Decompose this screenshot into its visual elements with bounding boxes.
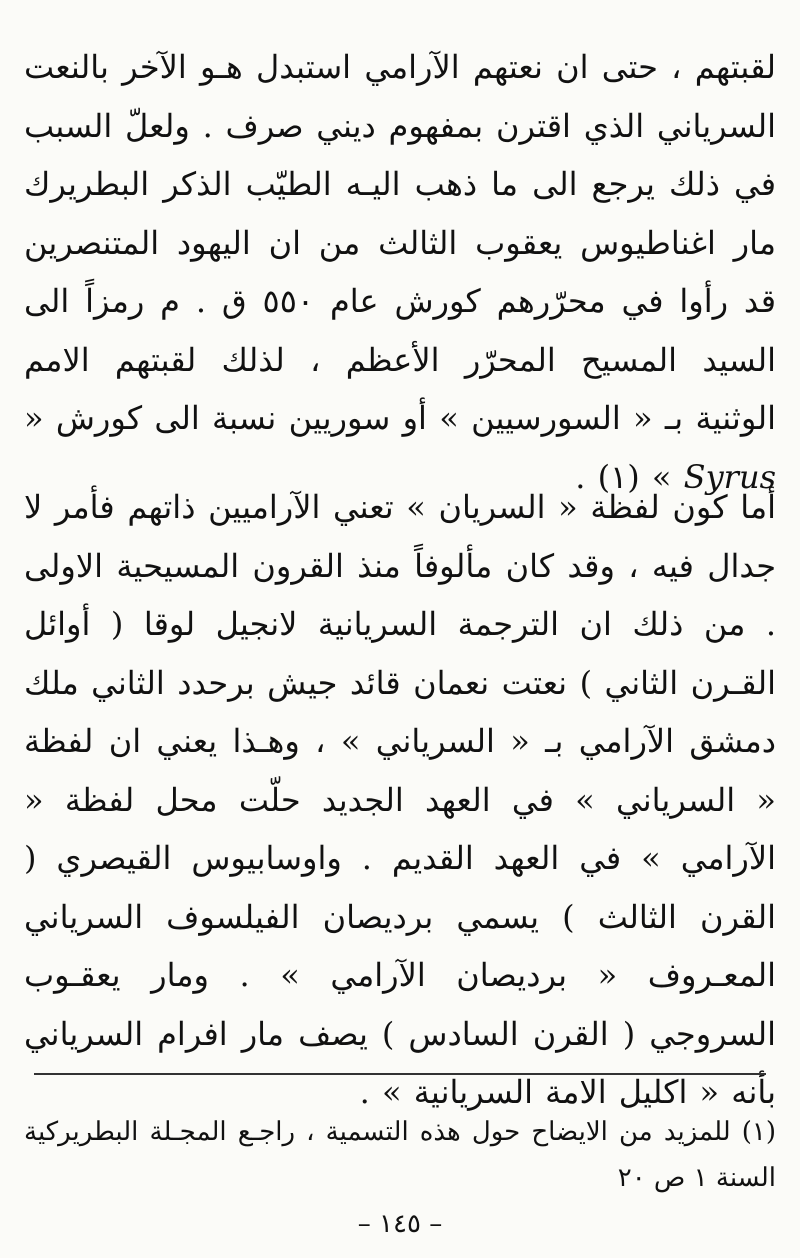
- paragraph-1: [24, 38, 776, 506]
- latin-term-syrus: Syrus: [683, 457, 776, 496]
- paragraph-1-text-before: لقبتهم ، حتى ان نعتهم الآرامي استبدل هـو الآخر بالنعت السرياني الذي اقترن بمفهوم ديني صرف . ولعلّ السبب في ذلك يرجع الى ما ذهب اليـه الطيّب الذكر البطريرك مار اغناطيوس يعقوب الثالث من ان اليهود المتنصرين قد رأوا في محرّرهم كورش عام ٥٥٠ ق . م رمزاً الى السيد المسيح المحرّر الأعظم ، لذلك لقبتهم الامم الوثنية بـ « السورسيين » أو سوريين نسبة الى كورش «: [24, 48, 777, 437]
- footnote: [24, 1109, 776, 1201]
- paragraph-2-text: أما كون لفظة « السريان » تعني الآراميين ذاتهم فأمر لا جدال فيه ، وقد كان مألوفاً منذ القرون المسيحية الاولى . من ذلك ان الترجمة السريانية لانجيل لوقا ( أوائل القـرن الثاني ) نعتت نعمان قائد جيش برحدد الثاني ملك دمشق الآرامي بـ « السرياني » ، وهـذا يعني ان لفظة « السرياني » في العهد الجديد حلّت محل لفظة « الآرامي » في العهد القديم . واوسابيوس القيصري ( القرن الثالث ) يسمي برديصان الفيلسوف السرياني المعـروف « برديصان الآرامي » . ومار يعقـوب السروجي ( القرن السادس ) يصف مار افرام السرياني بأنه « اكليل الامة السريانية » .: [24, 488, 777, 1111]
- paragraph-1-text-after: » (١) .: [575, 457, 684, 496]
- footnote-text: (١) للمزيد من الايضاح حول هذه التسمية ، راجـع المجـلة البطريركية السنة ١ ص ٢٠: [24, 1117, 776, 1193]
- footnote-divider: [34, 1073, 766, 1075]
- page-number: – ١٤٥ –: [357, 1209, 443, 1239]
- paragraph-2: [24, 478, 776, 1122]
